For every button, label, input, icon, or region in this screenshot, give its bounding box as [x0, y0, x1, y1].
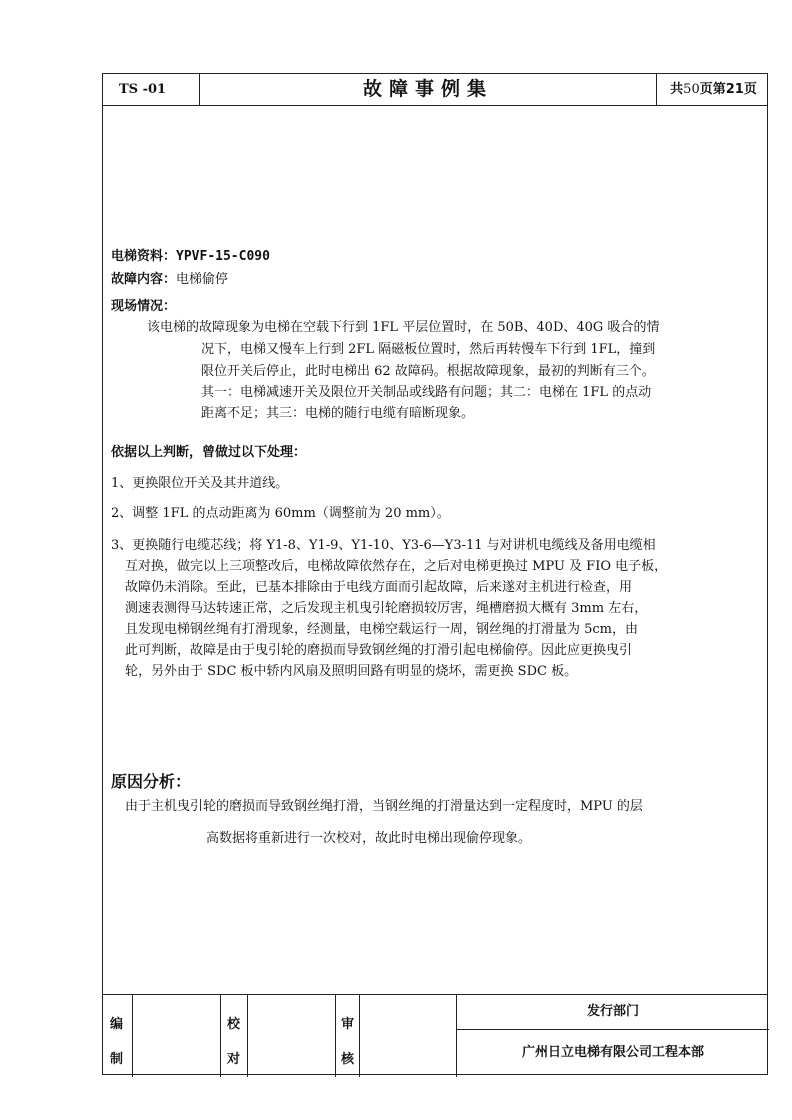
cause-line-1: 由于主机曳引轮的磨损而导致钢丝绳打滑，当钢丝绳的打滑量达到一定程度时，MPU 的层	[125, 799, 643, 814]
handling-item-3-line-5: 且发现电梯钢丝绳有打滑现象，经测量，电梯空载运行一周，钢丝绳的打滑量为 5cm，由	[125, 622, 639, 637]
handling-item-3-line-6: 此可判断，故障是由于曳引轮的磨损而导致钢丝绳的打滑引起电梯偷停。因此应更换曳引	[125, 643, 633, 658]
pages-current: 21	[725, 82, 744, 97]
elevator-info-label: 电梯资料：	[111, 249, 177, 264]
elevator-info-value: YPVF-15-C090	[176, 249, 270, 264]
label-dui: 对	[227, 1052, 241, 1067]
pages-suffix: 页	[743, 82, 757, 97]
handling-item-1: 1、更换限位开关及其井道线。	[111, 476, 289, 491]
handling-item-3-line-4: 测速表测得马达转速正常，之后发现主机曳引轮磨损较厉害，绳槽磨损大概有 3mm 左右，	[125, 601, 648, 616]
document-code: TS -01	[103, 74, 200, 105]
footer-cell-bian-sign	[133, 995, 221, 1077]
cause-line-2: 高数据将重新进行一次校对，故此时电梯出现偷停现象。	[206, 831, 532, 846]
document-title: 故障事例集	[362, 78, 493, 100]
handling-label: 依据以上判断，曾做过以下处理：	[111, 445, 307, 460]
fault-content-label: 故障内容：	[111, 272, 177, 287]
label-shen: 审	[341, 1017, 355, 1032]
dept-label: 发行部门	[457, 995, 769, 1030]
pages-total: 50	[683, 82, 700, 97]
pages-mid: 页第	[699, 82, 726, 97]
site-label: 现场情况：	[111, 299, 177, 314]
site-line-3: 限位开关后停止，此时电梯出 62 故障码。根据故障现象，最初的判断有三个。	[201, 364, 655, 379]
label-zhi: 制	[110, 1052, 124, 1067]
approval-footer	[103, 994, 767, 1077]
fault-content	[111, 268, 228, 287]
label-jiao: 校	[227, 1017, 241, 1032]
fault-content-value: 电梯偷停	[176, 272, 229, 287]
footer-cell-jiao-sign	[248, 995, 336, 1077]
page-counter	[656, 74, 770, 105]
cause-label: 原因分析：	[111, 772, 192, 791]
header-row	[103, 74, 767, 106]
label-he: 核	[341, 1052, 355, 1067]
handling-item-3-line-3: 故障仍未消除。至此，已基本排除由于电线方面而引起故障，后来遂对主机进行检查，用	[125, 580, 633, 595]
site-line-4: 其一：电梯减速开关及限位开关制品或线路有问题；其二：电梯在 1FL 的点动	[201, 385, 652, 400]
site-line-5: 距离不足；其三：电梯的随行电缆有暗断现象。	[201, 406, 475, 421]
handling-item-3-line-1: 3、更换随行电缆芯线；将 Y1-8、Y1-9、Y1-10、Y3-6—Y3-11 与对讲机电缆线及备用电缆相	[111, 538, 656, 553]
handling-item-3-line-2: 互对换，做完以上三项整改后，电梯故障依然存在，之后对电梯更换过 MPU 及 FIO 电子板，	[125, 559, 668, 574]
pages-prefix: 共	[670, 82, 684, 97]
label-bian: 编	[110, 1017, 124, 1032]
site-line-2: 况下，电梯又慢车上行到 2FL 隔磁板位置时，然后再转慢车下行到 1FL，撞到	[201, 342, 656, 357]
site-line-1: 该电梯的故障现象为电梯在空载下行到 1FL 平层位置时，在 50B、40D、40G 吸合的情	[147, 320, 660, 335]
document-frame	[102, 73, 768, 1075]
handling-item-2: 2、调整 1FL 的点动距离为 60mm（调整前为 20 mm）。	[111, 506, 450, 521]
handling-item-3-line-7: 轮，另外由于 SDC 板中轿内风扇及照明回路有明显的烧坏，需更换 SDC 板。	[125, 664, 578, 679]
dept-name: 广州日立电梯有限公司工程本部	[521, 1045, 704, 1060]
elevator-info	[111, 245, 270, 264]
footer-dept-cell	[457, 995, 769, 1077]
footer-cell-shen-sign	[360, 995, 457, 1077]
